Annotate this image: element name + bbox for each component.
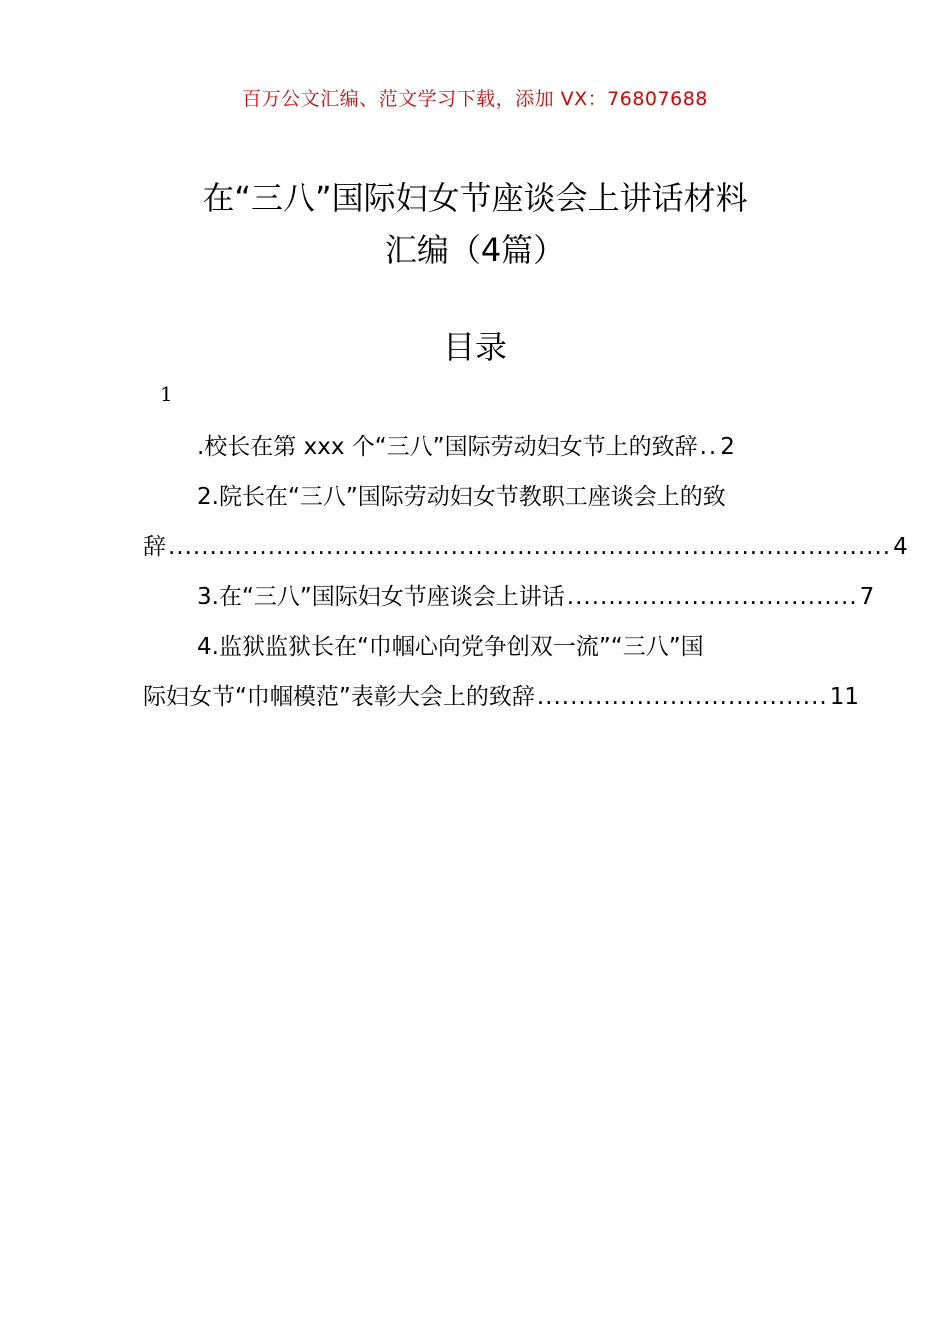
toc-entry-1[interactable] — [143, 428, 807, 462]
toc-entry-1-text: .校长在第 xxx 个“三八”国际劳动妇女节上的致辞 — [197, 434, 698, 460]
toc-entry-2[interactable] — [143, 478, 807, 512]
title-line-1: 在“三八”国际妇女节座谈会上讲话材料 — [202, 179, 748, 217]
toc-entry-2-page: 4 — [893, 534, 908, 560]
header-note: 百万公文汇编、范文学习下载，添加 VX：76807688 — [242, 88, 708, 110]
toc-entry-2-continuation[interactable] — [143, 528, 908, 562]
toc-entry-2-text-line2: 辞 — [143, 534, 166, 560]
toc-entry-4-leader: ................................... — [536, 684, 828, 710]
toc-entry-4-text-line1: 4.监狱监狱长在“巾帼心向党争创双一流”“三八”国 — [197, 634, 704, 660]
document-title — [140, 172, 810, 276]
toc-heading: 目录 — [442, 328, 507, 366]
toc-entry-3-text: 3.在“三八”国际妇女节座谈会上讲话 — [197, 584, 565, 610]
toc-entry-4-page: 11 — [829, 684, 860, 710]
toc-entry-4[interactable] — [143, 628, 807, 662]
toc-entry-2-text-line1: 2.院长在“三八”国际劳动妇女节教职工座谈会上的致 — [197, 484, 726, 510]
title-line-2: 汇编（4篇） — [384, 231, 566, 269]
toc-entry-3-page: 7 — [859, 584, 875, 610]
toc-entry-1-page: 2 — [720, 434, 735, 460]
toc-entry-4-text-line2: 际妇女节“巾帼模范”表彰大会上的致辞 — [143, 684, 535, 710]
toc-entry-3[interactable] — [143, 578, 875, 612]
toc-entry-2-leader: ....................................................................................... — [168, 534, 892, 560]
toc-entry-4-continuation[interactable] — [143, 678, 860, 712]
toc-entry-1-leader: .. — [699, 434, 719, 460]
toc-number-one: 1 — [160, 382, 173, 406]
toc-entry-3-leader: ................................... — [566, 584, 858, 610]
